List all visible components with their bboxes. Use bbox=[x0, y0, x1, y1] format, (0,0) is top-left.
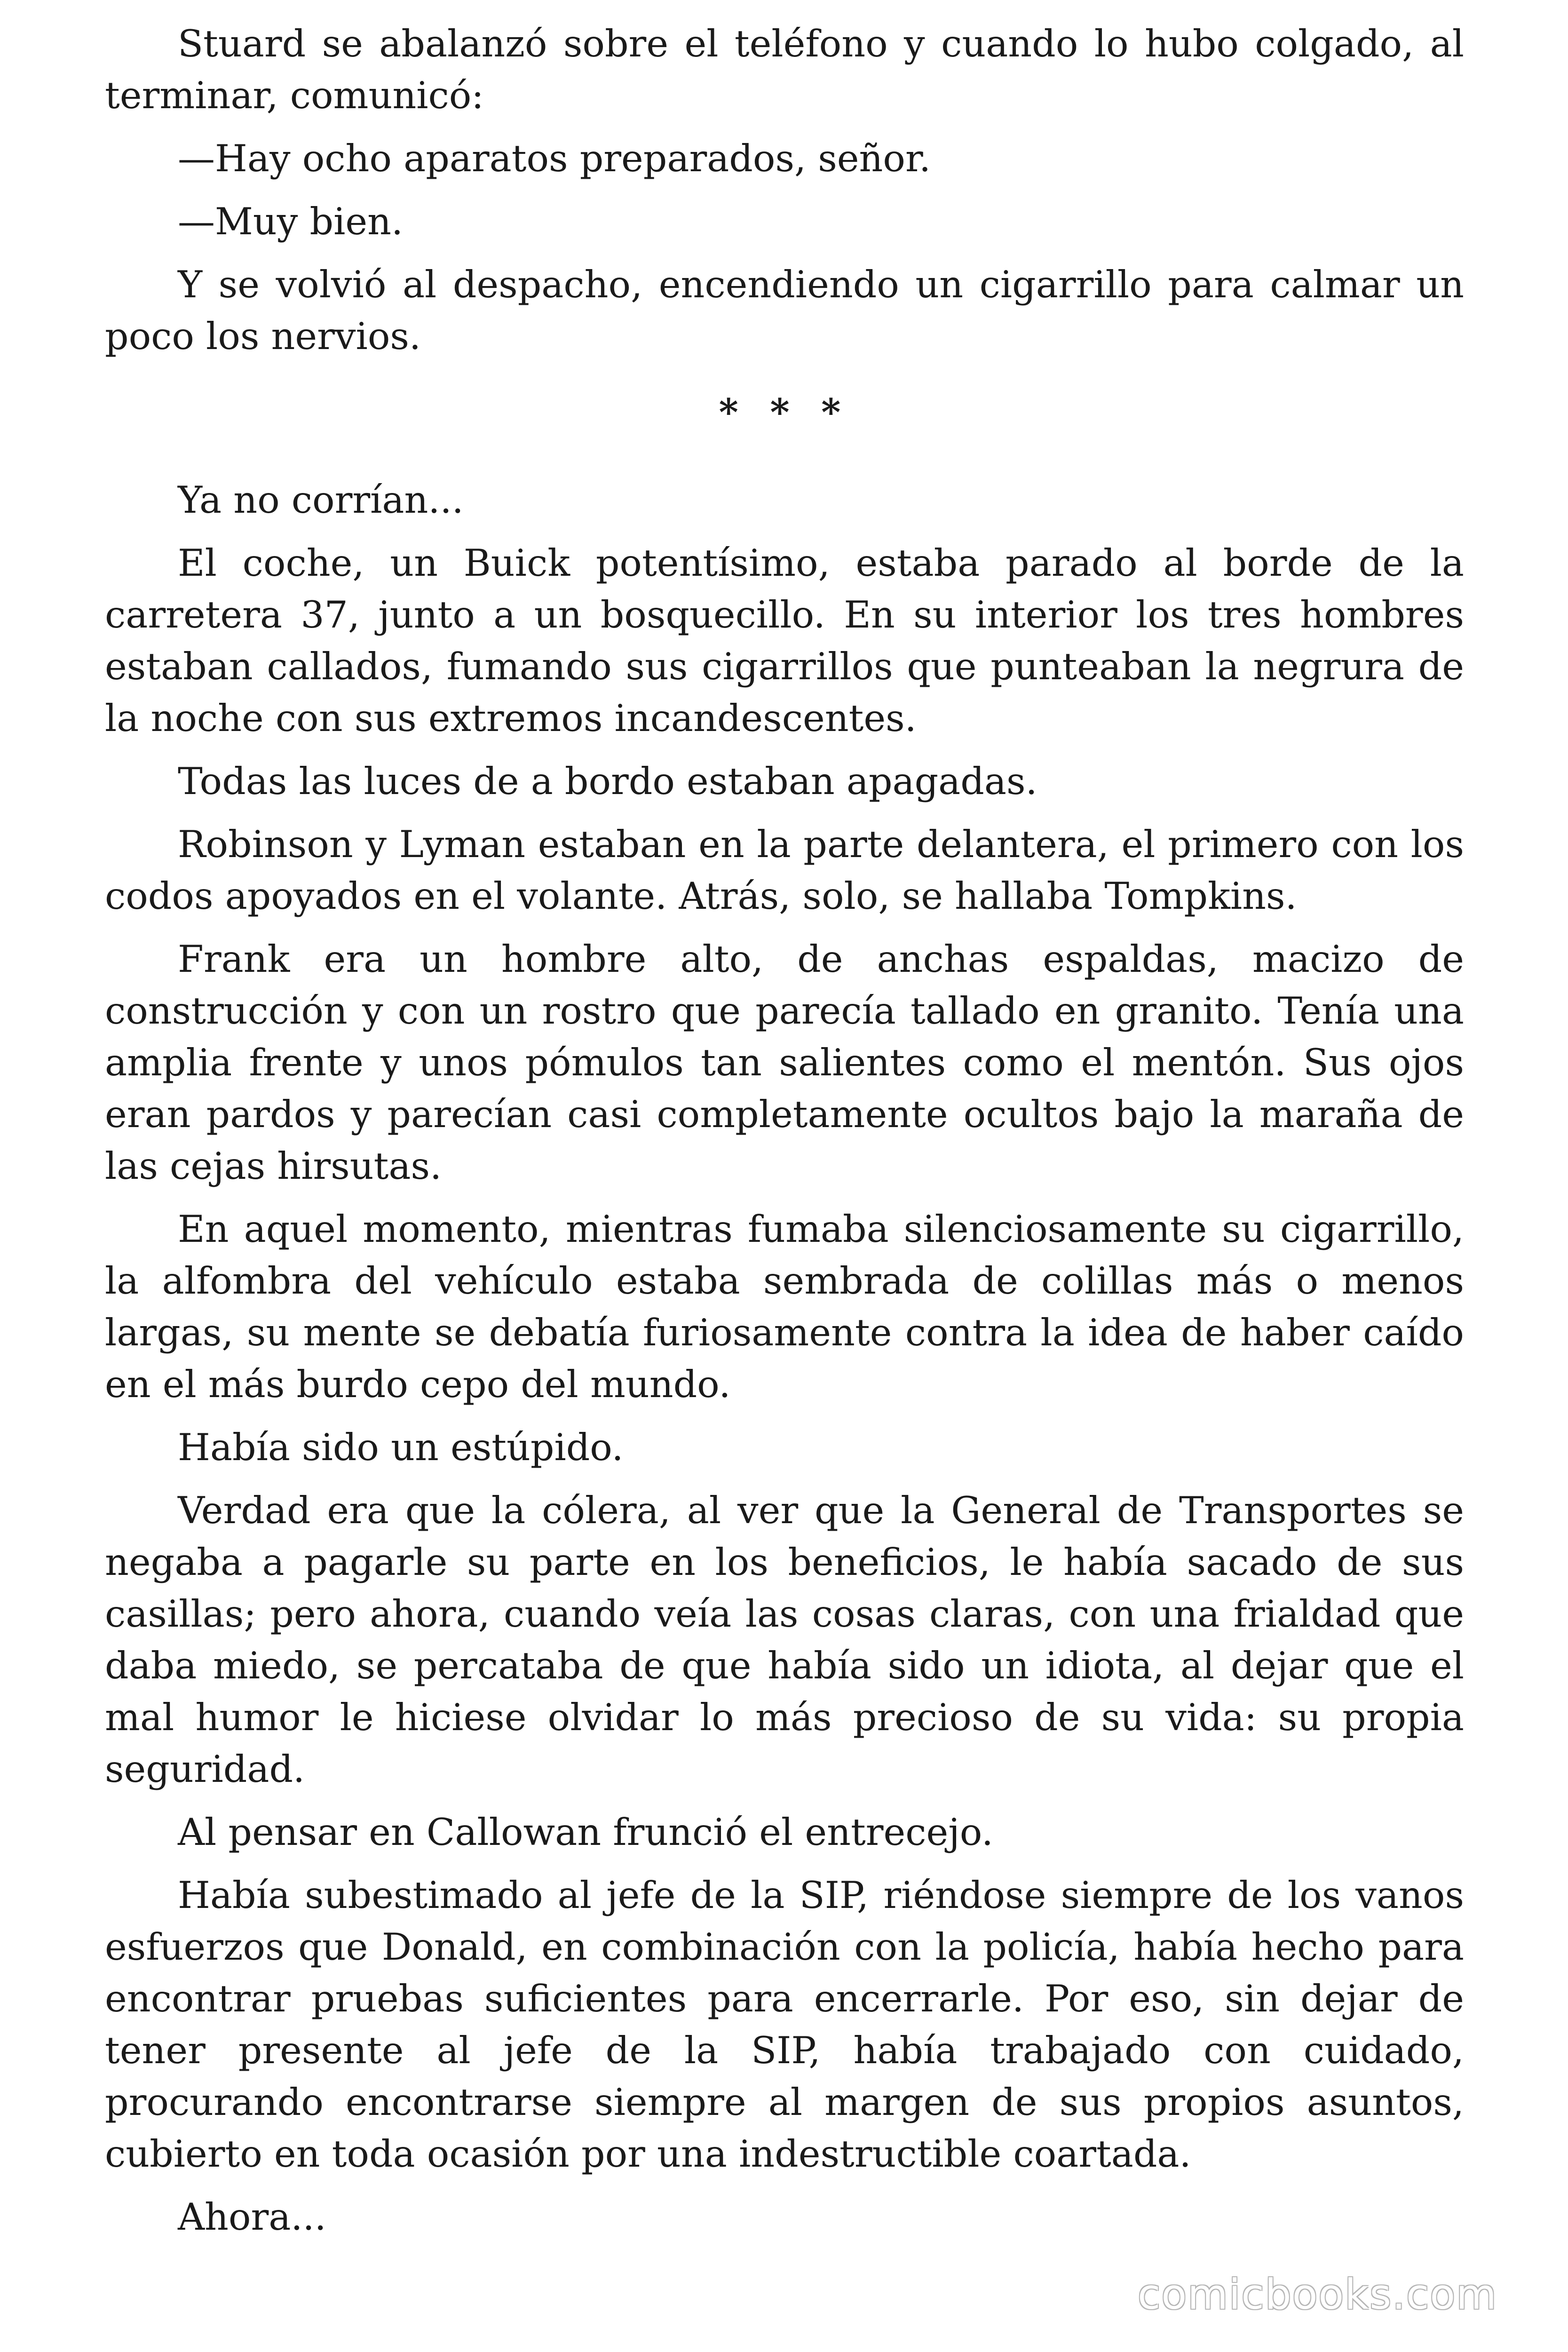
section-separator: * * * bbox=[719, 390, 850, 434]
paragraph: Ahora... bbox=[178, 2195, 326, 2239]
paragraph: En aquel momento, mientras fumaba silenciosamente su cigarrillo, la alfombra del vehículo estaba sembrada de colillas más o menos largas, su mente se debatía furiosamente contra la idea de haber caído en el más burdo cepo del mundo. bbox=[105, 1208, 1464, 1406]
paragraph: —Hay ocho aparatos preparados, señor. bbox=[178, 137, 931, 180]
paragraph: Ya no corrían... bbox=[178, 478, 464, 522]
paragraph: Frank era un hombre alto, de anchas espaldas, macizo de construcción y con un rostro que parecía tallado en granito. Tenía una amplia frente y unos pómulos tan salientes como el mentón. Sus ojos eran pardos y parecían casi completamente ocultos bajo la maraña de las cejas hirsutas. bbox=[105, 938, 1464, 1188]
paragraph: Stuard se abalanzó sobre el teléfono y cuando lo hubo colgado, al terminar, comunicó: bbox=[105, 22, 1464, 117]
paragraph: —Muy bien. bbox=[178, 200, 404, 243]
paragraph: Todas las luces de a bordo estaban apagadas. bbox=[178, 760, 1037, 803]
paragraph: El coche, un Buick potentísimo, estaba parado al borde de la carretera 37, junto a un bosquecillo. En su interior los tres hombres estaban callados, fumando sus cigarrillos que punteaban la negrura de la noche con sus extremos incandescentes. bbox=[105, 541, 1464, 740]
watermark: comicbooks.com bbox=[1137, 2270, 1497, 2319]
paragraph: Y se volvió al despacho, encendiendo un cigarrillo para calmar un poco los nervios. bbox=[105, 263, 1464, 358]
paragraph: Verdad era que la cólera, al ver que la General de Transportes se negaba a pagarle su parte en los beneficios, le había sacado de sus casillas; pero ahora, cuando veía las cosas claras, con una frialdad que daba miedo, se percataba de que había sido un idiota, al dejar que el mal humor le hiciese olvidar lo más precioso de su vida: su propia seguridad. bbox=[105, 1489, 1464, 1791]
paragraph: Había sido un estúpido. bbox=[178, 1426, 624, 1469]
page-text bbox=[105, 18, 1464, 2254]
paragraph: Había subestimado al jefe de la SIP, riéndose siempre de los vanos esfuerzos que Donald, en combinación con la policía, había hecho para encontrar pruebas suficientes para encerrarle. Por eso, sin dejar de tener presente al jefe de la SIP, había trabajado con cuidado, procurando encontrarse siempre al margen de sus propios asuntos, cubierto en toda ocasión por una indestructible coartada. bbox=[105, 1874, 1464, 2176]
paragraph: Robinson y Lyman estaban en la parte delantera, el primero con los codos apoyados en el volante. Atrás, solo, se hallaba Tompkins. bbox=[105, 823, 1464, 918]
paragraph: Al pensar en Callowan frunció el entrecejo. bbox=[178, 1811, 993, 1854]
